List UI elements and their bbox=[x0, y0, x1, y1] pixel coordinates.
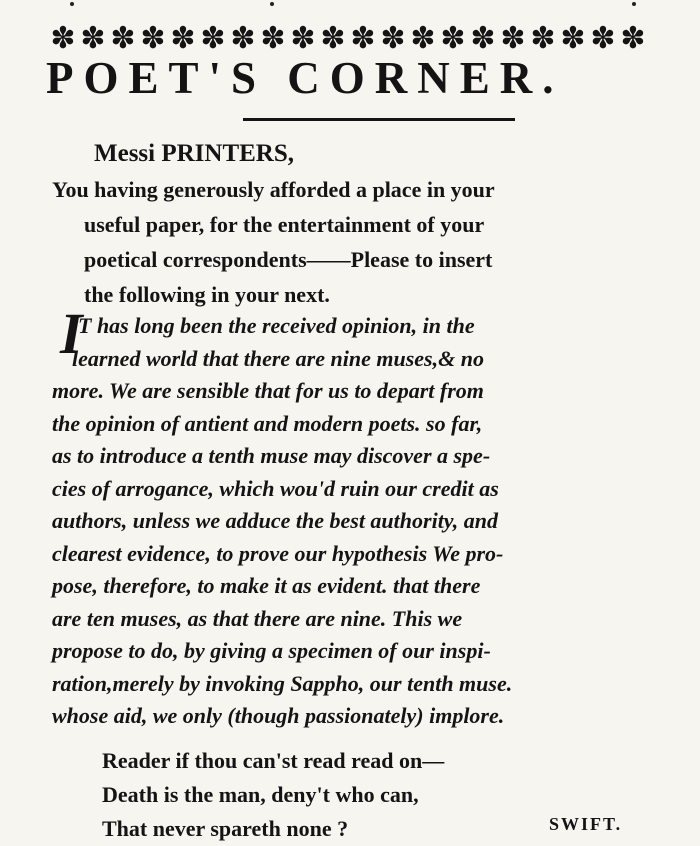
ornament-icon: ✽ bbox=[170, 22, 196, 55]
body-line: T has long been the received opinion, in the bbox=[78, 313, 475, 338]
body-line: cies of arrogance, which wou'd ruin our credit as bbox=[52, 475, 499, 501]
ornament-icon: ✽ bbox=[530, 22, 556, 55]
ornament-icon: ✽ bbox=[260, 22, 286, 55]
ornament-icon: ✽ bbox=[440, 22, 466, 55]
ornament-icon: ✽ bbox=[50, 22, 76, 55]
ornament-icon: ✽ bbox=[590, 22, 616, 55]
ornament-icon: ✽ bbox=[410, 22, 436, 55]
body-line: clearest evidence, to prove our hypothesis We pro- bbox=[52, 540, 504, 566]
ornament-icon: ✽ bbox=[620, 22, 646, 55]
body-line: pose, therefore, to make it as evident. that there bbox=[52, 573, 481, 598]
intro-line: useful paper, for the entertainment of your bbox=[84, 212, 485, 237]
ornament-icon: ✽ bbox=[230, 22, 256, 55]
verse-line: Death is the man, deny't who can, bbox=[102, 782, 419, 807]
salutation: Messi PRINTERS, bbox=[94, 140, 295, 167]
body-line: are ten muses, as that there are nine. This we bbox=[52, 605, 463, 631]
top-edge-marks bbox=[0, 0, 700, 12]
body-line: authors, unless we adduce the best authority, and bbox=[52, 508, 498, 533]
ornament-icon: ✽ bbox=[80, 22, 106, 55]
author-signature: SWIFT. bbox=[549, 814, 623, 834]
ornament-icon: ✽ bbox=[350, 22, 376, 55]
body-line: whose aid, we only (though passionately) implore. bbox=[52, 703, 505, 728]
ornament-icon: ✽ bbox=[320, 22, 346, 55]
intro-paragraph bbox=[52, 172, 662, 312]
ornament-icon: ✽ bbox=[140, 22, 166, 55]
body-line: as to introduce a tenth muse may discover a spe- bbox=[52, 443, 491, 468]
intro-line: poetical correspondents——Please to insert bbox=[84, 247, 493, 272]
body-line: propose to do, by giving a specimen of our inspi- bbox=[52, 638, 491, 663]
intro-line: the following in your next. bbox=[84, 282, 330, 307]
body-paragraph bbox=[52, 310, 672, 733]
ink-mark bbox=[632, 2, 636, 6]
drop-cap: I bbox=[60, 301, 83, 366]
body-line: ration,merely by invoking Sappho, our tenth muse. bbox=[52, 670, 513, 696]
page-title: POET'S CORNER. bbox=[46, 53, 564, 103]
ornament-icon: ✽ bbox=[560, 22, 586, 55]
ink-mark bbox=[70, 2, 74, 6]
ornament-icon: ✽ bbox=[110, 22, 136, 55]
body-line: learned world that there are nine muses,& no bbox=[72, 345, 484, 371]
verse-line: Reader if thou can'st read read on— bbox=[102, 748, 445, 773]
ornament-border bbox=[48, 22, 648, 56]
ornament-icon: ✽ bbox=[290, 22, 316, 55]
ornament-icon: ✽ bbox=[200, 22, 226, 55]
ink-mark bbox=[270, 2, 274, 6]
intro-line: You having generously afforded a place in your bbox=[52, 177, 495, 202]
ornament-icon: ✽ bbox=[470, 22, 496, 55]
verse-line: That never spareth none ? bbox=[102, 816, 349, 841]
body-line: more. We are sensible that for us to depart from bbox=[52, 378, 484, 403]
title-divider bbox=[243, 118, 515, 121]
body-line: the opinion of antient and modern poets. so far, bbox=[52, 410, 483, 436]
ornament-icon: ✽ bbox=[500, 22, 526, 55]
ornament-icon: ✽ bbox=[380, 22, 406, 55]
